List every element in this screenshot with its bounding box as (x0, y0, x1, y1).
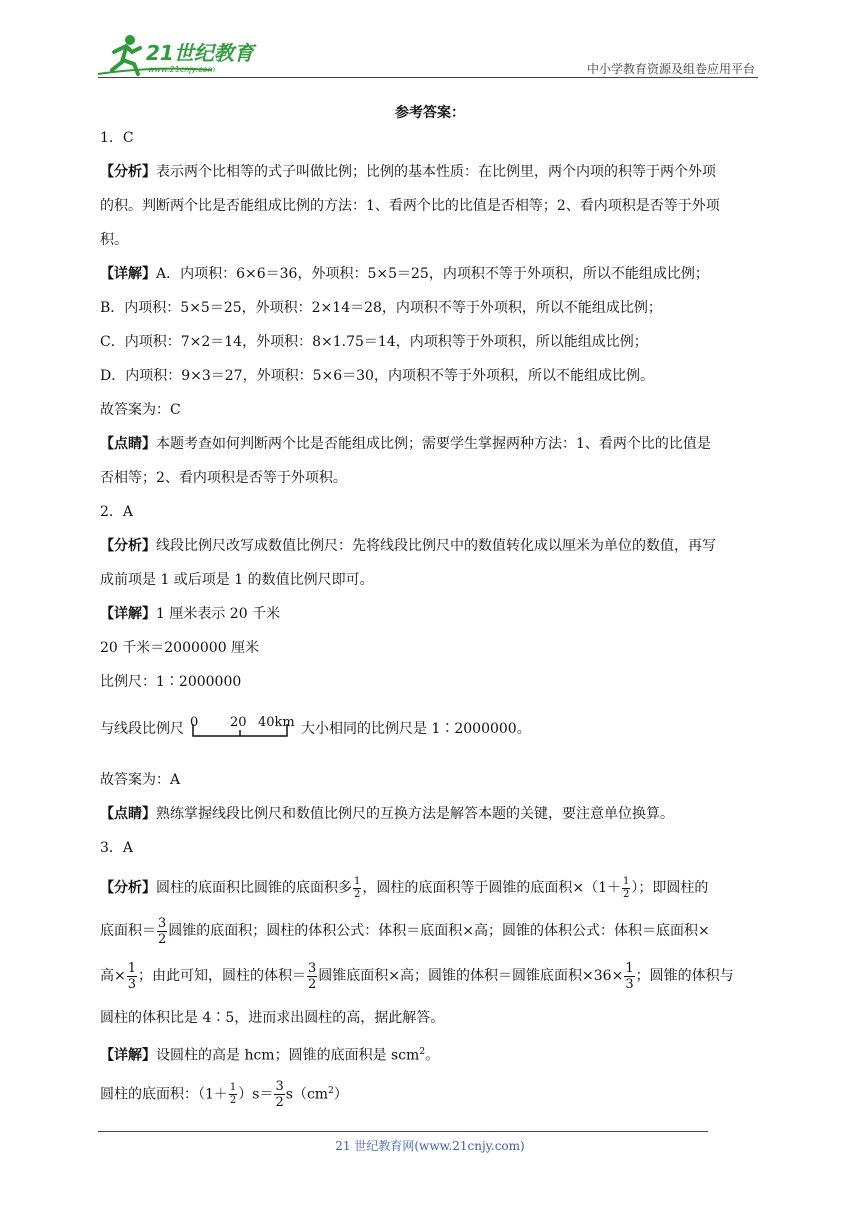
q3-detail-text: ） (333, 1086, 348, 1103)
q3-analysis-text: 圆柱的底面积比圆锥的底面积多 (156, 880, 352, 896)
q3-analysis-text: ；圆锥的体积与 (635, 968, 734, 984)
svg-text:21世纪教育: 21世纪教育 (146, 41, 254, 65)
analysis-tag: 【分析】 (100, 880, 156, 896)
analysis-tag: 【分析】 (100, 538, 156, 554)
detail-tag: 【详解】 (100, 606, 156, 622)
q3-analysis-line: 圆柱的体积比是 4∶5，进而求出圆柱的高，据此解答。 (100, 1010, 445, 1026)
q2-detail-text: 1 厘米表示 20 千米 (156, 606, 281, 622)
q1-comment-text: 本题考查如何判断两个比是否能组成比例；需要学生掌握两种方法：1、看两个比的比值是 (156, 436, 711, 452)
header-divider (98, 77, 758, 78)
q1-detail-a: A．内项积：6×6＝36，外项积：5×5＝25，内项积不等于外项积，所以不能组成比例； (156, 266, 709, 282)
q2-scale-line (100, 712, 765, 746)
q1-detail-line (100, 264, 765, 284)
fraction-three-halves: $\frac{3}{2}$ (308, 960, 317, 992)
comment-tag: 【点睛】 (100, 806, 156, 822)
q3-analysis-text: ，圆柱的底面积等于圆锥的底面积×（1＋ (362, 880, 622, 896)
superscript: 2 (328, 1086, 334, 1096)
q2-analysis-line: 成前项是 1 或后项是 1 的数值比例尺即可。 (100, 572, 374, 588)
runner-logo-icon (92, 30, 262, 80)
q3-analysis-text: ；由此可知，圆柱的体积＝ (138, 968, 307, 984)
q2-analysis-text: 线段比例尺改写成数值比例尺：先将线段比例尺中的数值转化成以厘米为单位的数值，再写 (156, 538, 716, 554)
comment-tag: 【点睛】 (100, 436, 156, 452)
fraction-three-halves: $\frac{3}{2}$ (158, 915, 167, 947)
q1-analysis-text: 表示两个比相等的式子叫做比例；比例的基本性质：在比例里，两个内项的积等于两个外项 (156, 164, 716, 180)
fraction-one-half: $\frac{1}{2}$ (354, 875, 361, 900)
fraction-one-half: $\frac{1}{2}$ (623, 875, 630, 900)
q3-detail-text: 圆柱的底面积：（1＋ (100, 1086, 228, 1103)
page-title: 参考答案： (395, 105, 465, 121)
fraction-one-third: $\frac{1}{3}$ (127, 960, 137, 992)
q2-detail-line: 20 千米＝2000000 厘米 (100, 640, 260, 656)
q1-answer: 1．C (100, 130, 134, 146)
q3-analysis-text: 圆锥底面积×高；圆锥的体积＝圆锥底面积×36× (318, 968, 624, 984)
detail-tag: 【详解】 (100, 1047, 156, 1064)
q3-detail-text: 设圆柱的高是 hcm；圆锥的底面积是 scm (156, 1047, 420, 1064)
q2-answer: 2．A (100, 504, 134, 520)
q3-detail-line (100, 1042, 765, 1066)
q3-analysis-text: ）；即圆柱的 (631, 880, 709, 896)
detail-tag: 【详解】 (100, 266, 156, 282)
q3-analysis-text: 圆锥的底面积；圆柱的体积公式：体积＝底面积×高；圆锥的体积公式：体积＝底面积× (168, 923, 710, 939)
q1-conclusion: 故答案为：C (100, 402, 181, 418)
footer-link[interactable]: 21 世纪教育网(www.21cnjy.com) (335, 1139, 525, 1153)
fraction-one-third: $\frac{1}{3}$ (625, 960, 634, 992)
q3-analysis-line (100, 914, 765, 948)
q2-scale-post: 大小相同的比例尺是 1∶2000000。 (301, 721, 531, 737)
q1-detail-b: B．内项积：5×5＝25，外项积：2×14＝28，内项积不等于外项积，所以不能组成比例； (100, 300, 662, 316)
scale-tick-0: 0 (190, 715, 199, 730)
q1-detail-c: C．内项积：7×2＝14，外项积：8×1.75＝14，内项积等于外项积，所以能组成比例； (100, 334, 648, 350)
q1-comment-line: 否相等；2、看内项积是否等于外项积。 (100, 470, 347, 486)
q3-analysis-line (100, 874, 765, 902)
q3-detail-line (100, 1074, 765, 1112)
q2-comment-line (100, 804, 765, 824)
site-logo (92, 30, 262, 80)
scale-tick-20: 20 (230, 715, 247, 730)
q3-detail-text: 。 (425, 1047, 440, 1064)
q2-detail-line: 比例尺：1∶2000000 (100, 674, 242, 690)
q3-analysis-text: 高× (100, 968, 126, 984)
fraction-three-halves: $\frac{3}{2}$ (275, 1079, 284, 1111)
q2-detail-line (100, 604, 765, 624)
q3-analysis-line (100, 959, 765, 993)
footer-divider (98, 1131, 708, 1132)
q2-comment-text: 熟练掌握线段比例尺和数值比例尺的互换方法是解答本题的关键，要注意单位换算。 (156, 806, 674, 822)
svg-text:www.21cnjy.com: www.21cnjy.com (148, 65, 216, 74)
scale-tick-40km: 40km (258, 715, 295, 730)
q1-detail-d: D．内项积：9×3＝27，外项积：5×6＝30，内项积不等于外项积，所以不能组成比例。 (100, 368, 654, 384)
line-scale-diagram (190, 712, 295, 746)
analysis-tag: 【分析】 (100, 164, 156, 180)
q3-detail-text: s（cm (285, 1086, 329, 1103)
q1-analysis-line: 的积。判断两个比是否能组成比例的方法：1、看两个比的比值是否相等；2、看内项积是否等于外项 (100, 198, 720, 214)
q2-scale-pre: 与线段比例尺 (100, 721, 184, 737)
superscript: 2 (419, 1047, 426, 1057)
q2-analysis-line (100, 536, 765, 556)
q1-comment-line (100, 434, 765, 454)
q3-detail-text: ）s＝ (238, 1086, 274, 1103)
fraction-one-half: $\frac{1}{2}$ (229, 1082, 237, 1107)
q1-analysis-line (100, 162, 765, 182)
q3-answer: 3．A (100, 840, 134, 856)
header-platform-text: 中小学教育资源及组卷应用平台 (586, 62, 755, 76)
q3-analysis-text: 底面积＝ (100, 923, 156, 939)
q2-conclusion: 故答案为：A (100, 772, 181, 788)
q1-analysis-line: 积。 (100, 232, 128, 248)
